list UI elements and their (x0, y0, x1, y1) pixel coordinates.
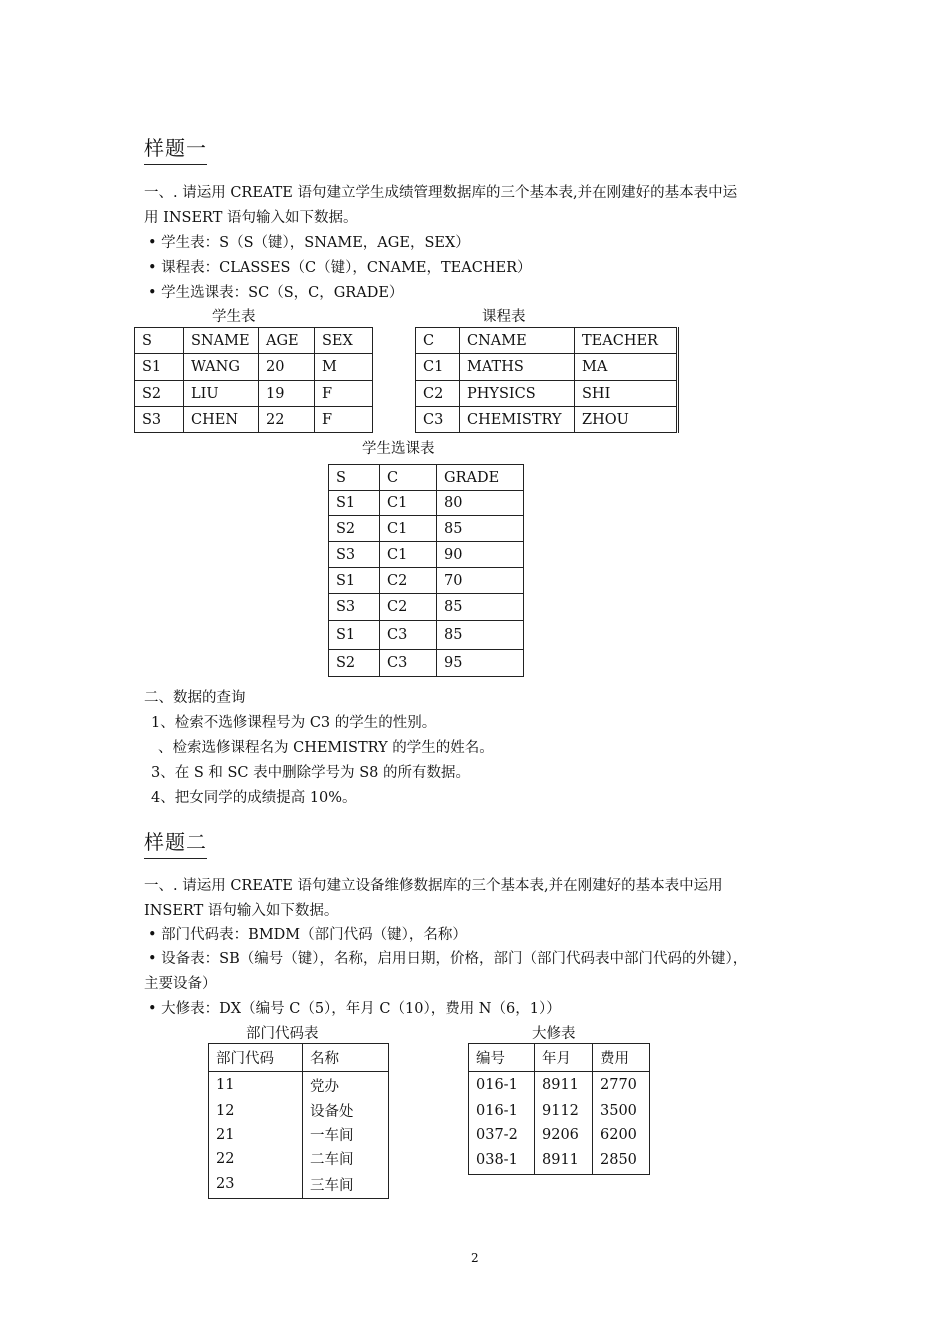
student-table-cell: M (315, 354, 373, 381)
student-table-cell: SEX (315, 328, 373, 354)
course-table-cell: C3 (416, 407, 460, 433)
student-table-cell: S (135, 328, 184, 354)
course-table-cell: SHI (575, 381, 678, 407)
dept-table-cell: 党办 (303, 1072, 389, 1099)
sc-table-row (329, 465, 524, 491)
sc-table-cell: GRADE (437, 465, 524, 491)
dept-table-cell: 22 (209, 1147, 303, 1171)
sc-table-row (329, 568, 524, 594)
repair-table (468, 1043, 650, 1175)
repair-table-row (469, 1123, 650, 1147)
repair-table-cell: 9206 (535, 1123, 593, 1147)
course-table-row (416, 328, 678, 354)
course-table-cell: C2 (416, 381, 460, 407)
student-table-row (135, 354, 373, 381)
sc-table-cell: S1 (329, 568, 380, 594)
sc-table-cell: C1 (380, 516, 437, 542)
course-table-cell: ZHOU (575, 407, 678, 433)
sc-table-row (329, 491, 524, 516)
course-table-cell: CNAME (460, 328, 575, 354)
student-table-cell: WANG (184, 354, 259, 381)
sample2-heading: 样题二 (144, 830, 207, 859)
repair-table-row (469, 1147, 650, 1175)
dept-table-row (209, 1123, 389, 1147)
student-table-cell: S1 (135, 354, 184, 381)
student-table-cell: 20 (259, 354, 315, 381)
student-table-cell: S2 (135, 381, 184, 407)
sc-table-row (329, 650, 524, 677)
repair-table-cell: 6200 (593, 1123, 650, 1147)
sc-table-cell: S3 (329, 594, 380, 621)
course-table-cell: CHEMISTRY (460, 407, 575, 433)
repair-table-cell: 2850 (593, 1147, 650, 1175)
student-table (134, 327, 373, 433)
sample2-bullet-dept: • 部门代码表：BMDM（部门代码（键），名称） (148, 927, 467, 943)
student-table-row (135, 407, 373, 433)
sc-table-cell: S (329, 465, 380, 491)
dept-table-caption: 部门代码表 (246, 1026, 319, 1042)
page-number: 2 (471, 1251, 479, 1265)
course-table-cell: TEACHER (575, 328, 678, 354)
sample1-heading: 样题一 (144, 136, 207, 165)
repair-table-row (469, 1072, 650, 1099)
course-table-caption: 课程表 (482, 309, 526, 325)
sc-table-cell: 70 (437, 568, 524, 594)
dept-table-cell: 名称 (303, 1044, 389, 1072)
sc-table-cell: 85 (437, 594, 524, 621)
sc-table-cell: 85 (437, 621, 524, 650)
dept-table-cell: 一车间 (303, 1123, 389, 1147)
dept-table-row (209, 1147, 389, 1171)
student-table-cell: F (315, 407, 373, 433)
sample1-intro-line2: 用 INSERT 语句输入如下数据。 (144, 210, 358, 226)
sc-table-cell: 95 (437, 650, 524, 677)
student-table-cell: 22 (259, 407, 315, 433)
dept-table-cell: 12 (209, 1099, 303, 1123)
course-table-row (416, 407, 678, 433)
sc-table-cell: C2 (380, 568, 437, 594)
course-table-cell: MA (575, 354, 678, 381)
sc-table-row (329, 516, 524, 542)
sc-table-cell: 80 (437, 491, 524, 516)
course-table-cell: MATHS (460, 354, 575, 381)
repair-table-cell: 038-1 (469, 1147, 535, 1175)
repair-table-cell: 8911 (535, 1072, 593, 1099)
student-table-cell: SNAME (184, 328, 259, 354)
sc-table-row (329, 594, 524, 621)
sc-table-cell: 85 (437, 516, 524, 542)
dept-table-cell: 设备处 (303, 1099, 389, 1123)
student-table-cell: CHEN (184, 407, 259, 433)
sample2-bullet-device-b: 主要设备） (144, 976, 217, 992)
sample1-bullet-sc: • 学生选课表：SC（S，C，GRADE） (148, 285, 404, 301)
query-item-2: 、检索选修课程名为 CHEMISTRY 的学生的姓名。 (158, 740, 494, 756)
sample2-intro-line1: 一、. 请运用 CREATE 语句建立设备维修数据库的三个基本表,并在刚建好的基本表中运用 (144, 878, 723, 894)
repair-table-cell: 年月 (535, 1044, 593, 1072)
query-item-3: 3、在 S 和 SC 表中删除学号为 S8 的所有数据。 (151, 765, 470, 781)
student-table-cell: S3 (135, 407, 184, 433)
dept-table-cell: 二车间 (303, 1147, 389, 1171)
repair-table-cell: 037-2 (469, 1123, 535, 1147)
repair-table-cell: 016-1 (469, 1099, 535, 1123)
sc-table-cell: S2 (329, 650, 380, 677)
dept-table-cell: 21 (209, 1123, 303, 1147)
sample1-bullet-course: • 课程表：CLASSES（C（键），CNAME，TEACHER） (148, 260, 532, 276)
repair-table-cell: 016-1 (469, 1072, 535, 1099)
course-table-cell: PHYSICS (460, 381, 575, 407)
repair-table-row (469, 1044, 650, 1072)
sc-table-cell: C1 (380, 542, 437, 568)
sc-table-cell: S1 (329, 491, 380, 516)
repair-table-cell: 9112 (535, 1099, 593, 1123)
student-table-caption: 学生表 (212, 309, 256, 325)
sample2-bullet-device-a: • 设备表：SB（编号（键），名称，启用日期，价格，部门（部门代码表中部门代码的外键）， (148, 951, 748, 967)
sc-table-row (329, 542, 524, 568)
student-table-row (135, 381, 373, 407)
course-table-row (416, 381, 678, 407)
dept-table-row (209, 1171, 389, 1199)
repair-table-cell: 2770 (593, 1072, 650, 1099)
sc-table-cell: C2 (380, 594, 437, 621)
sc-table-cell: C3 (380, 650, 437, 677)
sc-table-cell: C1 (380, 491, 437, 516)
dept-table-row (209, 1099, 389, 1123)
sc-table (328, 464, 524, 677)
sc-table-cell: S1 (329, 621, 380, 650)
student-table-cell: AGE (259, 328, 315, 354)
dept-table-cell: 11 (209, 1072, 303, 1099)
sample2-intro-line2: INSERT 语句输入如下数据。 (144, 903, 339, 919)
student-table-row (135, 328, 373, 354)
sc-table-cell: S3 (329, 542, 380, 568)
query-item-1: 1、检索不选修课程号为 C3 的学生的性别。 (151, 715, 437, 731)
dept-table (208, 1043, 389, 1199)
sc-table-caption: 学生选课表 (362, 441, 435, 457)
dept-table-row (209, 1044, 389, 1072)
query-section-title: 二、数据的查询 (144, 690, 246, 706)
student-table-cell: 19 (259, 381, 315, 407)
repair-table-cell: 编号 (469, 1044, 535, 1072)
dept-table-cell: 23 (209, 1171, 303, 1199)
course-table-cell: C1 (416, 354, 460, 381)
dept-table-cell: 部门代码 (209, 1044, 303, 1072)
sample1-bullet-student: • 学生表：S（S（键），SNAME，AGE，SEX） (148, 235, 470, 251)
sample2-bullet-repair: • 大修表：DX（编号 C（5），年月 C（10），费用 N（6，1）） (148, 1001, 561, 1017)
course-table-row (416, 354, 678, 381)
sc-table-cell: S2 (329, 516, 380, 542)
dept-table-row (209, 1072, 389, 1099)
repair-table-row (469, 1099, 650, 1123)
repair-table-caption: 大修表 (532, 1026, 576, 1042)
repair-table-cell: 费用 (593, 1044, 650, 1072)
repair-table-cell: 8911 (535, 1147, 593, 1175)
sc-table-row (329, 621, 524, 650)
sc-table-cell: 90 (437, 542, 524, 568)
dept-table-cell: 三车间 (303, 1171, 389, 1199)
course-table (415, 327, 679, 433)
query-item-4: 4、把女同学的成绩提高 10%。 (151, 790, 357, 806)
student-table-cell: F (315, 381, 373, 407)
repair-table-cell: 3500 (593, 1099, 650, 1123)
course-table-cell: C (416, 328, 460, 354)
sc-table-cell: C3 (380, 621, 437, 650)
sc-table-cell: C (380, 465, 437, 491)
sample1-intro-line1: 一、. 请运用 CREATE 语句建立学生成绩管理数据库的三个基本表,并在刚建好的基本表中运 (144, 185, 738, 201)
student-table-cell: LIU (184, 381, 259, 407)
